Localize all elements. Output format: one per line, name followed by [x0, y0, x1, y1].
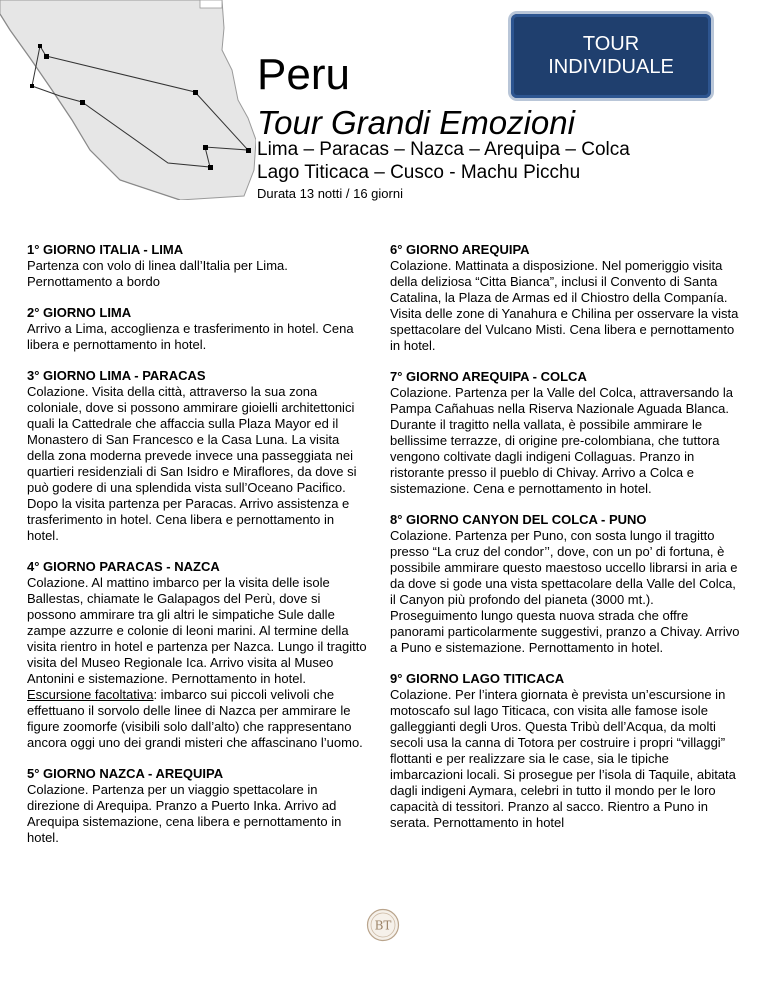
itinerary-left-column	[27, 242, 367, 861]
badge-line-1: TOUR	[582, 33, 640, 55]
day-3	[27, 368, 367, 544]
day-text: Colazione. Visita della città, attraverso la sua zona coloniale, dove si possono ammirare gioielli architettonici quali la Cattedrale che affaccia sulla Plaza Mayor ed il Monastero di San Francesco e la Casa Luna. La visita della zona moderna prevede invece una passeggiata nei quartieri residenziali di San Isidro e Miraflores, da dove si può godere di una splendida vista sull’Oceano Pacifico. Dopo la visita partenza per Paracas. Arrivo assistenza e trasferimento in hotel. Cena libera e pernottamento in hotel.	[27, 384, 357, 543]
day-title: 5° GIORNO NAZCA - AREQUIPA	[27, 766, 224, 781]
day-title: 2° GIORNO LIMA	[27, 305, 132, 320]
route-summary	[257, 138, 630, 184]
day-text: Colazione. Per l’intera giornata è prevista un’escursione in motoscafo sul lago Titicaca, con visita alle famose isole galleggianti degli Uros. Questa Tribù dell’Acqua, da molti secoli usa la canna di Totora per costruire i propri “villaggi” flottanti e per realizzare sia le case, sia le tipiche imbarcazioni locali. Si prosegue per l’isola di Taquile, abitata dagli indigeni Aymara, celebri in tutto il mondo per le loro capacità di tessitori. Pranzo al sacco. Rientro a Puno in serata. Pernottamento in hotel	[390, 687, 736, 830]
day-1	[27, 242, 367, 290]
day-title: 9° GIORNO LAGO TITICACA	[390, 671, 565, 686]
day-text: Colazione. Partenza per Puno, con sosta lungo il tragitto presso “La cruz del condor’’, dove, con un po’ di fortuna, è possibile ammirare questo maestoso uccello librarsi in aria e da dove si gode una vista spettacolare della Valle del Colca, il Canyon più profondo del pianeta (3000 mt.). Proseguimento lungo questa nuova strada che offre panorami particolarmente suggestivi, pranzo a Chivay. Arrivo a Puno e sistemazione. Pernottamento in hotel.	[390, 528, 740, 655]
tour-subtitle: Tour Grandi Emozioni	[257, 104, 575, 141]
day-2	[27, 305, 367, 353]
day-text: Partenza con volo di linea dall’Italia per Lima. Pernottamento a bordo	[27, 258, 288, 289]
route-map	[0, 0, 256, 200]
day-4	[27, 559, 367, 751]
map-landmass	[0, 0, 256, 200]
page-title: Peru	[257, 50, 350, 99]
day-text: Colazione. Partenza per la Valle del Colca, attraversando la Pampa Cañahuas nella Riserva Nazionale Aguada Blanca. Durante il tragitto nella vallata, è possibile ammirare le bellissime terrazze, di origine pre-colombiana, che tuttora vengono coltivate dagli indigeni Collaguas. Pranzo in ristorante presso il pueblo di Chivay. Arrivo a Colca e sistemazione. Cena e pernottamento in hotel.	[390, 385, 734, 496]
day-title: 3° GIORNO LIMA - PARACAS	[27, 368, 206, 383]
day-text-main: Colazione. Al mattino imbarco per la visita delle isole Ballestas, chiamate le Galapagos del Perù, dove si possono ammirare tra gli altri le simpatiche Sule dalle zampe azzurre e colonie di leoni marini. Al termine della visita rientro in hotel e partenza per Nazca. Lungo il tragitto visita del Museo Regionale Ica. Arrivo visita al Museo Antonini e sistemazione. Pernottamento in hotel.	[27, 575, 367, 686]
optional-excursion-text: : imbarco sui piccoli velivoli che effettuano il sorvolo delle linee di Nazca per ammirare le figure zoomorfe (visibili solo dall’alto) che rappresentano ancora oggi uno dei grandi misteri che affascinano l’uomo.	[27, 687, 363, 750]
day-title: 1° GIORNO ITALIA - LIMA	[27, 242, 184, 257]
tour-duration: Durata 13 notti / 16 giorni	[257, 186, 403, 201]
badge-line-2: INDIVIDUALE	[548, 56, 674, 78]
day-7	[390, 369, 740, 497]
map-inset	[200, 0, 222, 8]
day-6	[390, 242, 740, 354]
route-line-1: Lima – Paracas – Nazca – Arequipa – Colca	[257, 139, 630, 160]
day-text: Arrivo a Lima, accoglienza e trasferimento in hotel. Cena libera e pernottamento in hotel.	[27, 321, 354, 352]
tour-type-badge	[511, 14, 711, 98]
day-title: 4° GIORNO PARACAS - NAZCA	[27, 559, 220, 574]
route-line-2: Lago Titicaca – Cusco - Machu Picchu	[257, 162, 581, 183]
itinerary-right-column	[390, 242, 740, 846]
day-title: 7° GIORNO AREQUIPA - COLCA	[390, 369, 587, 384]
day-title: 8° GIORNO CANYON DEL COLCA - PUNO	[390, 512, 647, 527]
day-9	[390, 671, 740, 831]
day-title: 6° GIORNO AREQUIPA	[390, 242, 530, 257]
optional-excursion-label: Escursione facoltativa	[27, 687, 154, 702]
day-text: Colazione. Mattinata a disposizione. Nel pomeriggio visita della deliziosa “Citta Bianca”, inclusi il Convento di Santa Catalina, la Plaza de Armas ed il Chiostro della Companía. Visita delle zone di Yanahura e Chilina per osservare la vista spettacolare del Vulcano Misti. Cena libera e pernottamento in hotel.	[390, 258, 739, 353]
day-text	[27, 575, 367, 751]
day-8	[390, 512, 740, 656]
day-5	[27, 766, 367, 846]
logo-initials: BT	[374, 918, 392, 933]
day-text: Colazione. Partenza per un viaggio spettacolare in direzione di Arequipa. Pranzo a Puerto Inka. Arrivo ad Arequipa sistemazione, cena libera e pernottamento in hotel.	[27, 782, 342, 845]
agency-logo-icon	[366, 908, 400, 942]
